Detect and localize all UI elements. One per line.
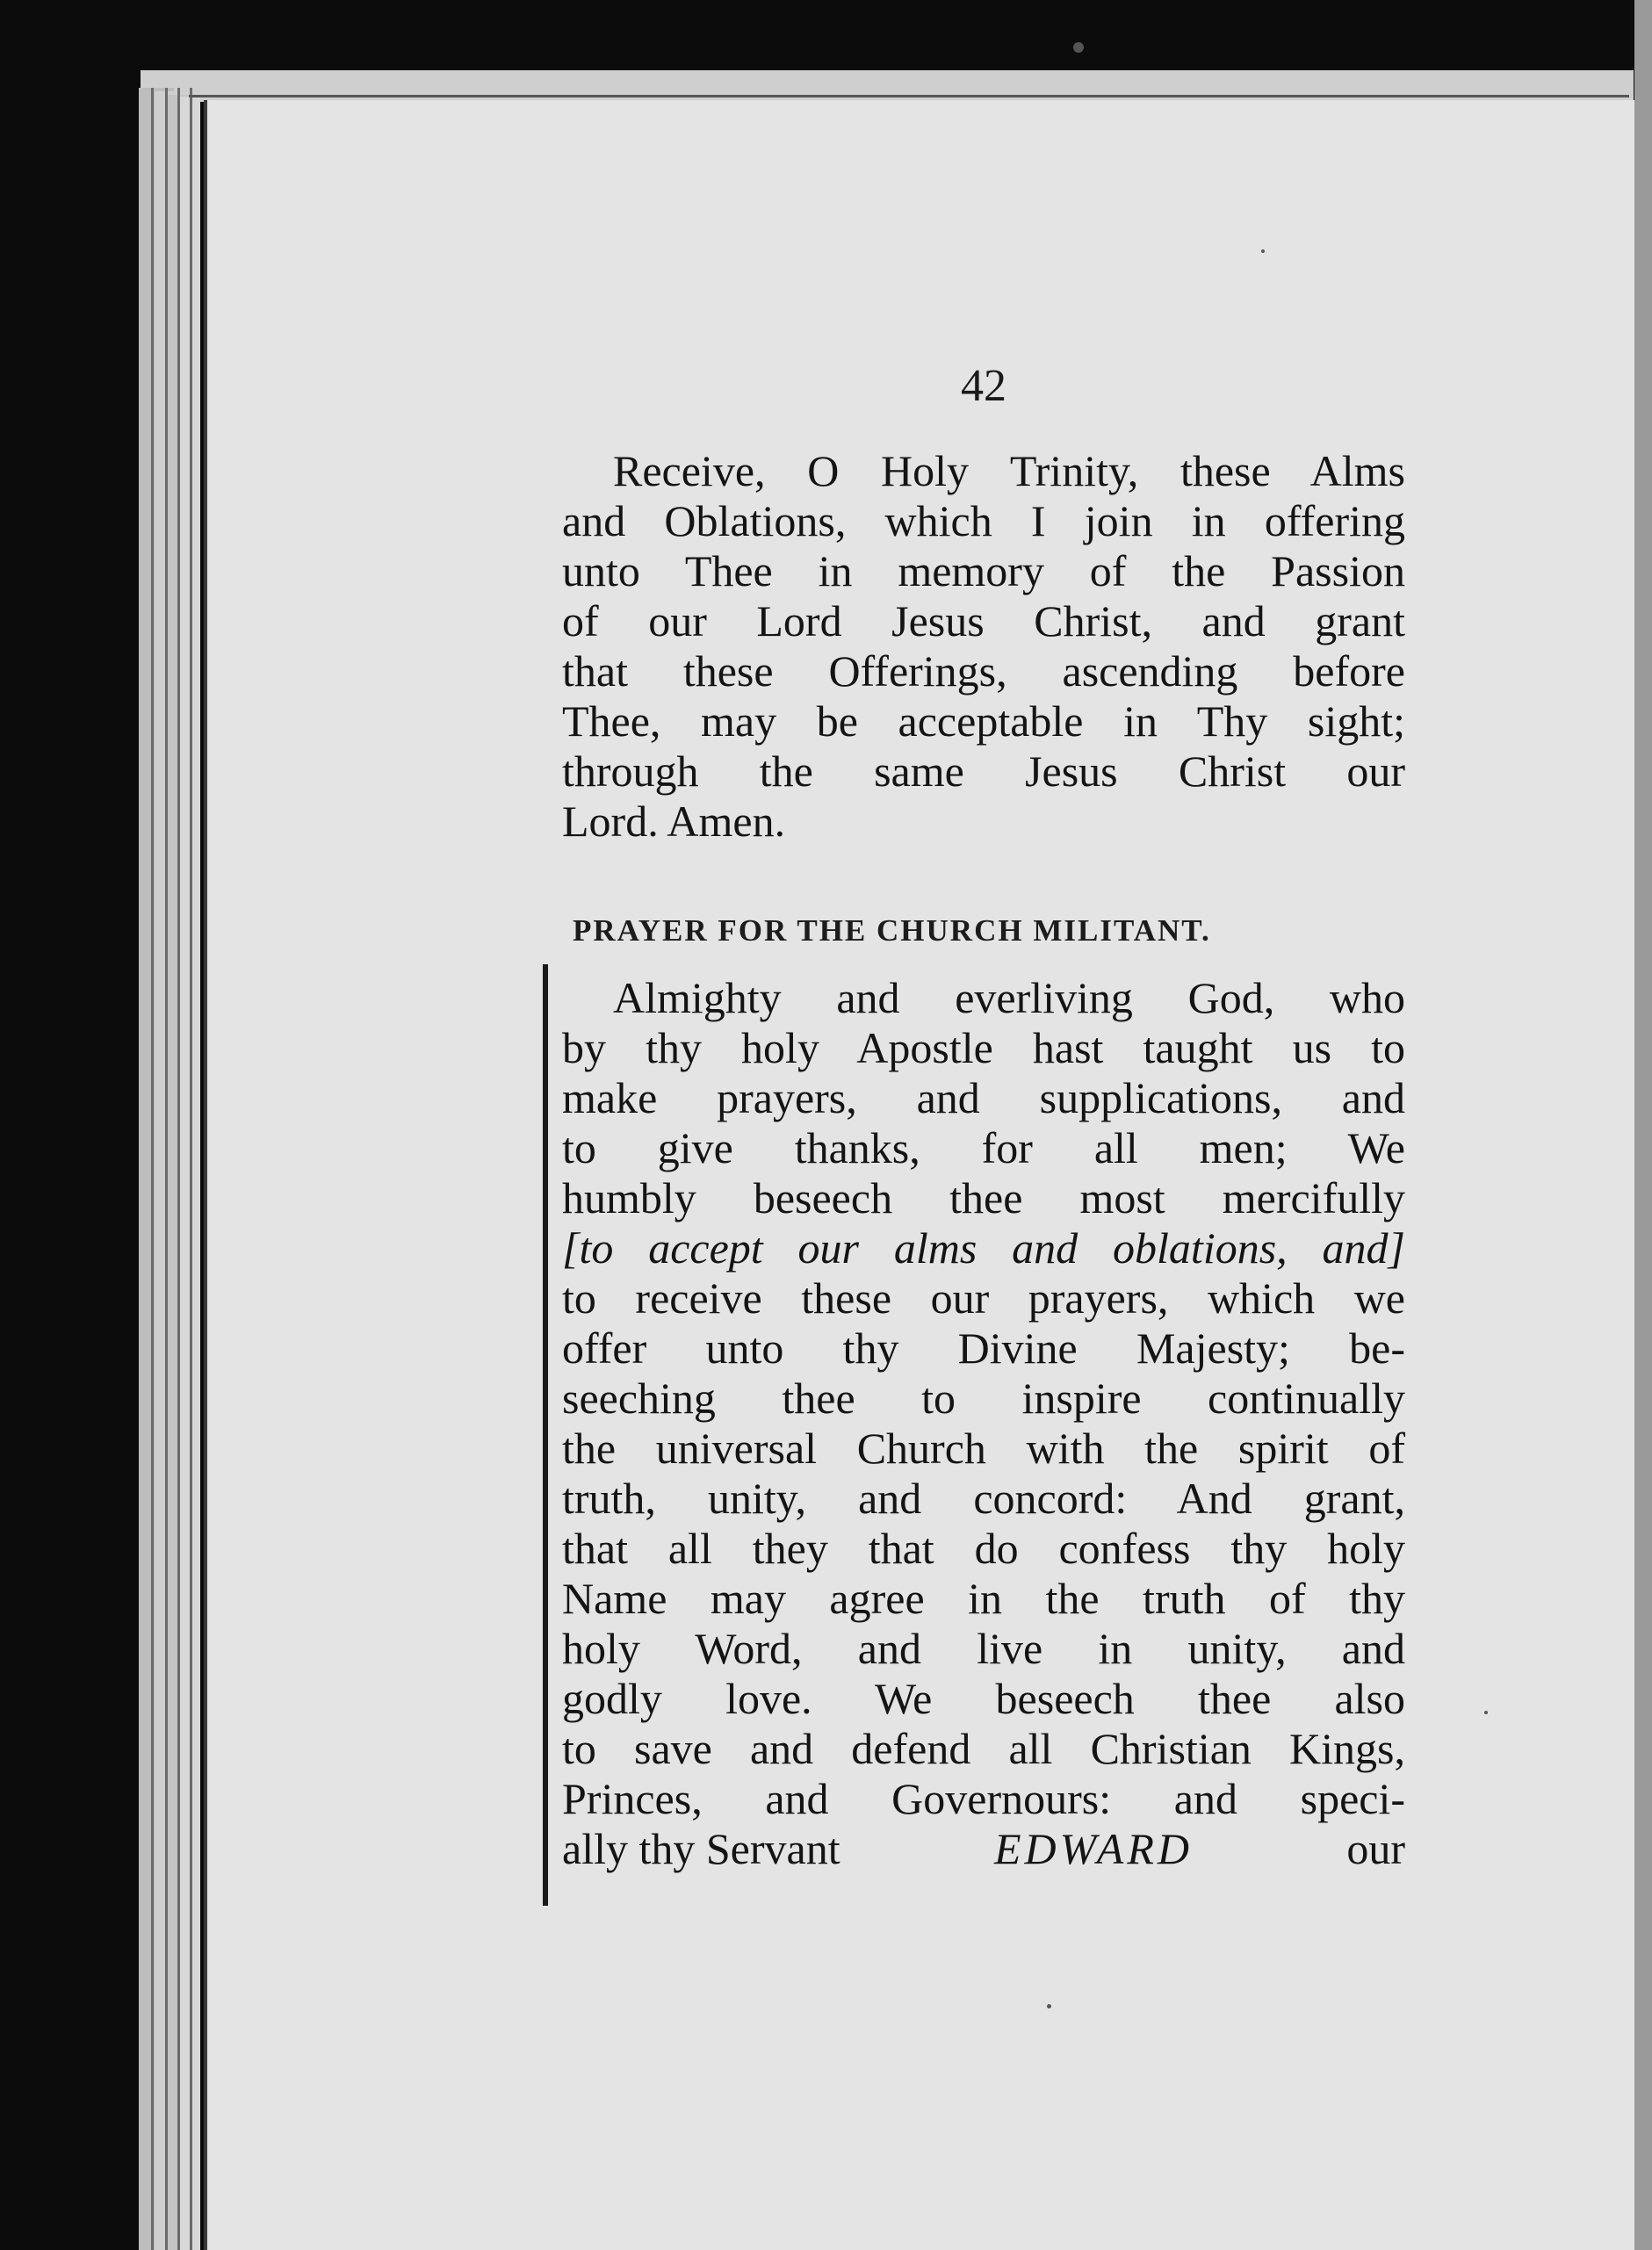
text-line: Thee, may be acceptable in Thy sight; — [562, 696, 1405, 746]
text-line: that all they that do confess thy holy — [562, 1524, 1405, 1573]
text-line: by thy holy Apostle hast taught us to — [562, 1023, 1405, 1072]
church-militant-prayer — [562, 973, 1405, 1874]
text-line: Princes, and Governours: and speci- — [562, 1774, 1405, 1823]
text-line: holy Word, and live in unity, and — [562, 1624, 1405, 1673]
final-line-end: our — [1346, 1824, 1405, 1873]
text-line: offer unto thy Divine Majesty; be- — [562, 1323, 1405, 1373]
page-top-rule — [189, 95, 1629, 97]
text-line: godly love. We beseech thee also — [562, 1674, 1405, 1723]
margin-rule — [543, 964, 548, 1906]
text-line: unto Thee in memory of the Passion — [562, 546, 1405, 595]
text-line: of our Lord Jesus Christ, and grant — [562, 596, 1405, 645]
page-right-shadow — [1634, 0, 1652, 2250]
scan-speck — [1073, 42, 1084, 53]
text-line: that these Offerings, ascending before — [562, 646, 1405, 696]
text-line: and Oblations, which I join in offering — [562, 496, 1405, 545]
page-edge-line — [190, 88, 192, 2250]
text-line: Almighty and everliving God, who — [613, 973, 1405, 1022]
page-edge-line — [165, 88, 168, 2250]
final-line-start: ally thy Servant — [562, 1824, 840, 1873]
text-line: seeching thee to inspire continually — [562, 1374, 1405, 1423]
text-line-final — [562, 1824, 1405, 1874]
text-line: to save and defend all Christian Kings, — [562, 1724, 1405, 1773]
text-line: to receive these our prayers, which we — [562, 1273, 1405, 1323]
page-edge-line — [177, 88, 180, 2250]
text-line-italic: [to accept our alms and oblations, and] — [562, 1223, 1405, 1273]
text-line: Receive, O Holy Trinity, these Alms — [613, 446, 1405, 495]
text-line: through the same Jesus Christ our — [562, 746, 1405, 796]
text-line: truth, unity, and concord: And grant, — [562, 1474, 1405, 1523]
scan-speck — [1047, 2004, 1051, 2008]
offertory-prayer — [562, 446, 1405, 847]
text-line: Name may agree in the truth of thy — [562, 1574, 1405, 1623]
page-number: 42 — [961, 361, 1006, 411]
text-line: humbly beseech thee most mercifully — [562, 1173, 1405, 1222]
text-line: to give thanks, for all men; We — [562, 1123, 1405, 1172]
page-edge-line — [151, 88, 154, 2250]
section-heading: PRAYER FOR THE CHURCH MILITANT. — [573, 913, 1211, 948]
scan-speck — [1484, 1711, 1488, 1714]
text-line: the universal Church with the spirit of — [562, 1424, 1405, 1473]
sovereign-name: EDWARD — [993, 1824, 1193, 1873]
scan-speck — [1261, 249, 1265, 253]
text-line: Lord. Amen. — [562, 797, 786, 846]
text-line: make prayers, and supplications, and — [562, 1073, 1405, 1122]
